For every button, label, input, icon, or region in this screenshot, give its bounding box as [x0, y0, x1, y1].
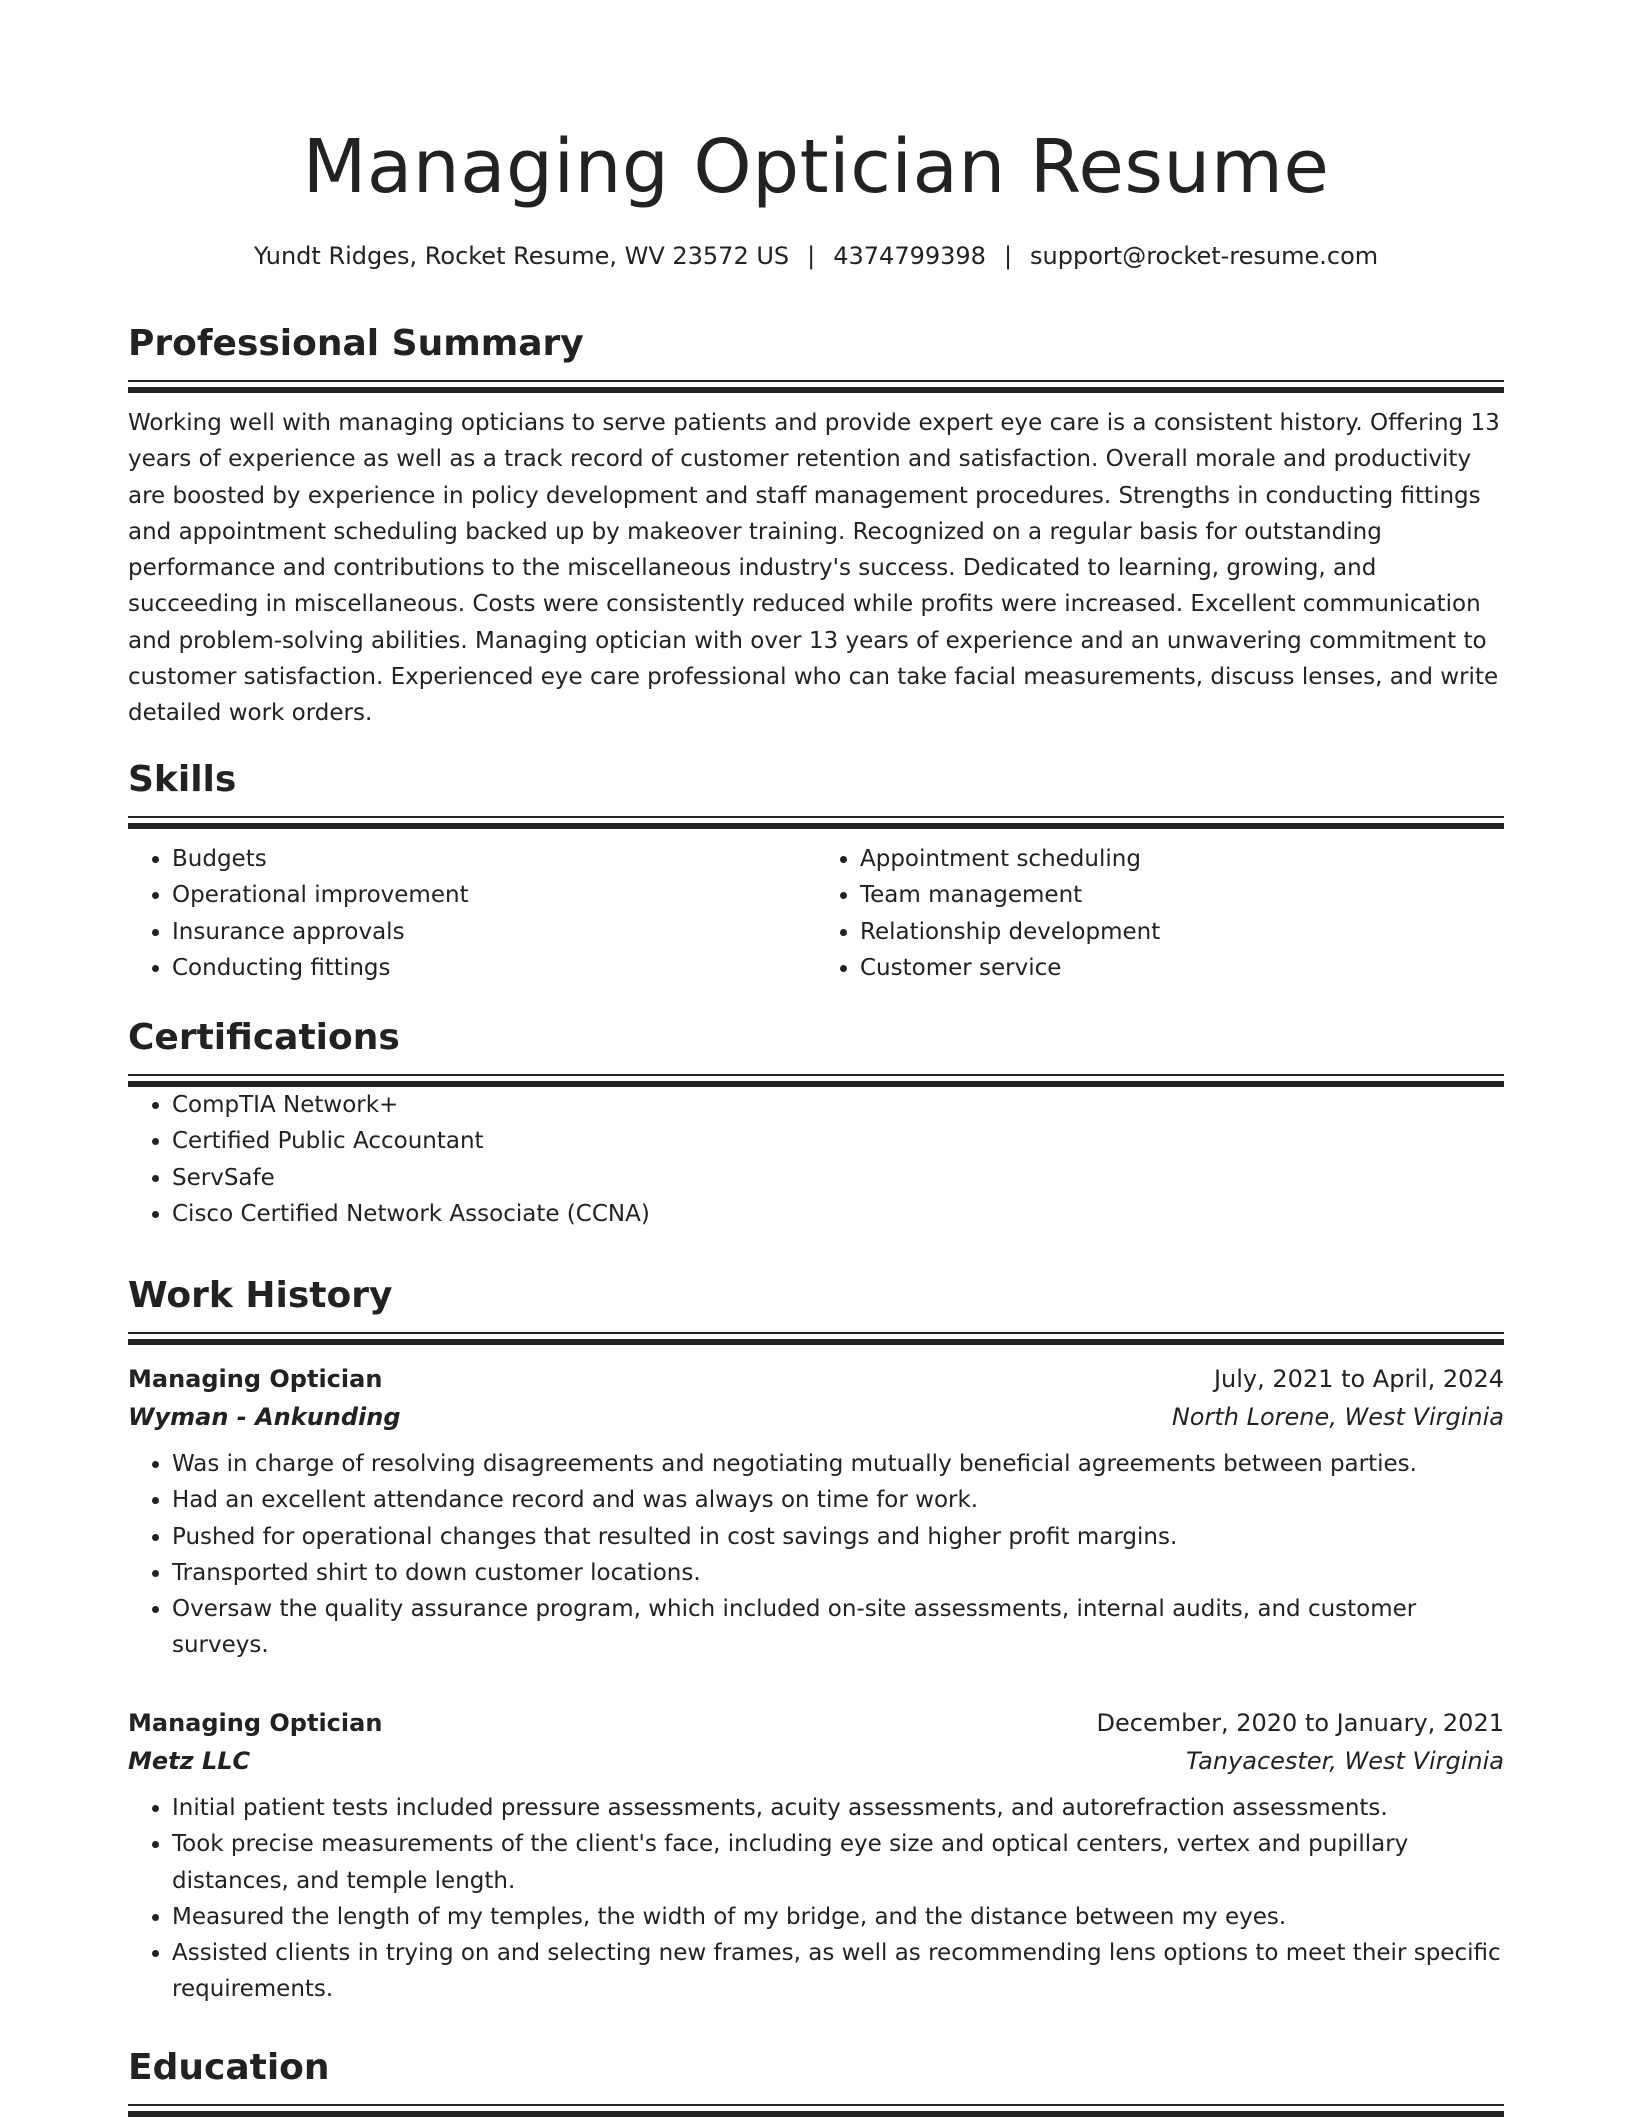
contact-line [128, 238, 1504, 274]
job-entry [128, 1360, 1504, 1664]
contact-email: support@rocket-resume.com [1030, 242, 1379, 270]
skills-left-column [128, 841, 816, 986]
job-duty: • Had an excellent attendance record and was always on time for work. [172, 1482, 1504, 1518]
skill-item: • Team management [860, 877, 1504, 913]
skill-item: • Conducting fittings [172, 950, 816, 986]
work-history-heading: Work History [128, 1275, 393, 1316]
job-company: Wyman - Ankunding [128, 1403, 401, 1431]
certifications-list [128, 1087, 1504, 1232]
job-company: Metz LLC [128, 1747, 251, 1775]
section-divider [128, 2104, 1504, 2117]
skills-columns [128, 841, 1504, 986]
skill-item: • Budgets [172, 841, 816, 877]
certification-item: • Certified Public Accountant [172, 1123, 1504, 1159]
summary-text: Working well with managing opticians to serve patients and provide expert eye care is a consistent history. Offering 13 years of experience as well as a track record of customer retention and satisfaction. Overall morale and productivity are boosted by experience in policy development and staff management procedures. Strengths in conducting fittings and appointment scheduling backed up by makeover training. Recognized on a regular basis for outstanding performance and contributions to the miscellaneous industry's success. Dedicated to learning, growing, and succeeding in miscellaneous. Costs were consistently reduced while profits were increased. Excellent communication and problem-solving abilities. Managing optician with over 13 years of experience and an unwavering commitment to customer satisfaction. Experienced eye care professional who can take facial measurements, discuss lenses, and write detailed work orders. [128, 410, 1500, 727]
resume-title: Managing Optician Resume [302, 124, 1330, 210]
job-header-row [128, 1360, 1504, 1398]
job-company-row [128, 1398, 1504, 1436]
skill-item: • Customer service [860, 950, 1504, 986]
job-duty: • Took precise measurements of the client's face, including eye size and optical centers, vertex and pupillary distances, and temple length. [172, 1826, 1504, 1899]
job-duties-list [128, 1446, 1504, 1664]
education-section [128, 2044, 1504, 2117]
skills-right-column [816, 841, 1504, 986]
certifications-section [128, 1014, 1504, 1232]
skill-item: • Operational improvement [172, 877, 816, 913]
certification-item: • ServSafe [172, 1160, 1504, 1196]
skills-heading: Skills [128, 759, 237, 800]
summary-heading: Professional Summary [128, 323, 584, 364]
contact-separator: | [807, 242, 816, 270]
job-duty: • Initial patient tests included pressure assessments, acuity assessments, and autorefraction assessments. [172, 1790, 1504, 1826]
job-header-row [128, 1704, 1504, 1742]
skill-item: • Appointment scheduling [860, 841, 1504, 877]
skills-section [128, 756, 1504, 986]
education-heading: Education [128, 2047, 330, 2088]
section-divider [128, 1074, 1504, 1087]
section-divider [128, 380, 1504, 393]
job-duty: • Transported shirt to down customer locations. [172, 1555, 1504, 1591]
job-dates: December, 2020 to January, 2021 [1096, 1709, 1504, 1737]
skill-item: • Insurance approvals [172, 914, 816, 950]
work-history-section [128, 1272, 1504, 1345]
summary-section [128, 320, 1504, 732]
section-divider [128, 1332, 1504, 1345]
job-location: North Lorene, West Virginia [1171, 1403, 1504, 1431]
contact-address: Yundt Ridges, Rocket Resume, WV 23572 US [253, 242, 790, 270]
job-duty: • Was in charge of resolving disagreements and negotiating mutually beneficial agreements between parties. [172, 1446, 1504, 1482]
job-duty: • Pushed for operational changes that resulted in cost savings and higher profit margins. [172, 1519, 1504, 1555]
job-duties-list [128, 1790, 1504, 2008]
certification-item: • CompTIA Network+ [172, 1087, 1504, 1123]
job-title: Managing Optician [128, 1709, 383, 1737]
certification-item: • Cisco Certified Network Associate (CCNA) [172, 1196, 1504, 1232]
job-company-row [128, 1742, 1504, 1780]
contact-phone: 4374799398 [833, 242, 986, 270]
job-duty: • Assisted clients in trying on and selecting new frames, as well as recommending lens options to meet their specific requirements. [172, 1935, 1504, 2008]
certifications-heading: Certifications [128, 1017, 400, 1058]
contact-separator: | [1003, 242, 1013, 270]
skill-item: • Relationship development [860, 914, 1504, 950]
job-entry [128, 1704, 1504, 2008]
job-duty: • Oversaw the quality assurance program, which included on-site assessments, internal audits, and customer surveys. [172, 1591, 1504, 1664]
job-dates: July, 2021 to April, 2024 [1213, 1365, 1504, 1393]
job-location: Tanyacester, West Virginia [1185, 1747, 1504, 1775]
job-title: Managing Optician [128, 1365, 383, 1393]
job-duty: • Measured the length of my temples, the width of my bridge, and the distance between my eyes. [172, 1899, 1504, 1935]
section-divider [128, 816, 1504, 829]
